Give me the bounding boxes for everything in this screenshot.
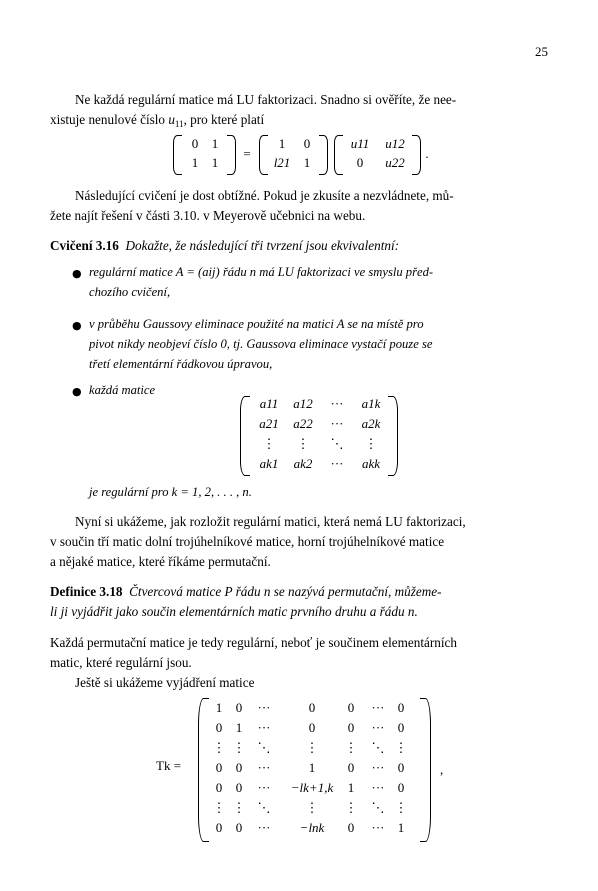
tk-cell: ··· — [257, 820, 271, 835]
matrix-a-cell: 1 — [191, 155, 199, 170]
tk-cell: 1 — [308, 760, 316, 775]
tk-cell: ··· — [371, 760, 385, 775]
tk-cell: ⋱ — [371, 800, 385, 815]
tk-cell: 0 — [215, 760, 223, 775]
bullet-3-after: je regulární pro k = 1, 2, . . . , n. — [89, 485, 252, 499]
period: . — [425, 146, 429, 161]
equals-sign: = — [243, 146, 251, 161]
paragraph-2-line-2: žete najít řešení v části 3.10. v Meyerově učebnici na webu. — [50, 208, 366, 223]
tk-cell: ··· — [371, 700, 385, 715]
paragraph-1-line-2 — [50, 110, 548, 130]
exercise-label: Cvičení 3.16 — [50, 238, 119, 253]
bullet-icon: ● — [72, 267, 82, 280]
matrix-l-cell: 1 — [278, 136, 286, 151]
right-paren — [227, 135, 236, 175]
matrix-a-cell: 1 — [211, 136, 219, 151]
tk-cell: ··· — [371, 820, 385, 835]
bullet-1-line-2: chozího cvičení, — [89, 285, 171, 299]
tk-cell: 1 — [397, 820, 405, 835]
right-paren — [388, 396, 398, 476]
tk-matrix — [196, 696, 436, 846]
paragraph-3-line-1: Nyní si ukážeme, jak rozložit regulární matici, která nemá LU faktorizaci, — [75, 514, 466, 529]
tk-cell: 0 — [235, 760, 243, 775]
left-paren — [259, 135, 268, 175]
paragraph-4-line-2: matic, které regulární jsou. — [50, 655, 192, 670]
tk-cell: ⋮ — [212, 800, 226, 815]
tk-cell: ⋮ — [232, 800, 246, 815]
matrix-u-cell: u22 — [385, 155, 405, 170]
submatrix-cell: ⋱ — [330, 436, 344, 451]
submatrix-cell: ··· — [330, 416, 344, 431]
tk-cell: ⋮ — [394, 800, 408, 815]
definition-text-1: Čtvercová matice P řádu n se nazývá permutační, můžeme- — [129, 584, 442, 599]
tk-cell: ⋱ — [257, 740, 271, 755]
page-number: 25 — [535, 44, 548, 59]
right-paren — [412, 135, 421, 175]
equation-lu-counterexample — [0, 132, 598, 178]
bullet-3-line-1: každá matice — [89, 383, 156, 397]
tk-cell: 0 — [215, 820, 223, 835]
tk-cell: ⋮ — [232, 740, 246, 755]
submatrix-cell: ⋮ — [262, 436, 276, 451]
tk-cell: 1 — [215, 700, 223, 715]
tk-cell: 0 — [347, 820, 355, 835]
matrix-u-cell: 0 — [356, 155, 364, 170]
tk-label: Tk = — [156, 758, 182, 773]
tk-cell: −lk+1,k — [290, 780, 334, 795]
tk-cell: ··· — [257, 780, 271, 795]
submatrix-cell: a2k — [361, 416, 381, 431]
submatrix-cell: ak1 — [259, 456, 279, 471]
definition-label: Definice 3.18 — [50, 584, 123, 599]
tk-cell: ⋮ — [394, 740, 408, 755]
variable-u: u — [168, 112, 175, 127]
tk-cell: 0 — [347, 700, 355, 715]
text-fragment: , pro které platí — [183, 112, 265, 127]
tk-cell: ··· — [257, 700, 271, 715]
matrix-u-cell: u12 — [385, 136, 405, 151]
right-paren — [319, 135, 328, 175]
tk-cell: 0 — [308, 700, 316, 715]
paragraph-2-line-1: Následující cvičení je dost obtížné. Pokud je zkusíte a nezvládnete, mů- — [75, 188, 454, 203]
left-paren — [334, 135, 343, 175]
submatrix-cell: ak2 — [293, 456, 313, 471]
paragraph-1-line-1: Ne každá regulární matice má LU faktorizaci. Snadno si ověříte, že nee- — [75, 92, 457, 107]
comma: , — [440, 762, 444, 777]
tk-cell: ··· — [371, 780, 385, 795]
submatrix-cell: akk — [361, 456, 381, 471]
tk-cell: ··· — [371, 720, 385, 735]
right-paren — [420, 698, 431, 842]
bullet-icon: ● — [72, 385, 82, 398]
submatrix-cell: ⋮ — [364, 436, 378, 451]
matrix-l-cell: 1 — [303, 155, 311, 170]
tk-cell: 0 — [215, 780, 223, 795]
bullet-icon: ● — [72, 319, 82, 332]
definition-line-2: li ji vyjádřit jako součin elementárních matic prvního druhu a řádu n. — [50, 604, 418, 619]
tk-cell: ⋮ — [344, 800, 358, 815]
submatrix-cell: a11 — [259, 396, 279, 411]
tk-cell: 0 — [397, 700, 405, 715]
exercise-heading — [50, 236, 548, 256]
matrix-u-cell: u11 — [350, 136, 370, 151]
bullet-2-line-2: pivot nikdy neobjeví číslo 0, tj. Gaussova eliminace vystačí pouze se — [89, 337, 433, 351]
matrix-l-cell: l21 — [273, 155, 291, 170]
left-paren — [240, 396, 250, 476]
tk-cell: 0 — [347, 760, 355, 775]
tk-cell: ··· — [257, 720, 271, 735]
paragraph-4-line-3: Ještě si ukážeme vyjádření matice — [75, 675, 255, 690]
tk-cell: ⋮ — [305, 740, 319, 755]
matrix-a-cell: 1 — [211, 155, 219, 170]
bullet-2-line-1: v průběhu Gaussovy eliminace použité na matici A se na místě pro — [89, 317, 424, 331]
text-fragment: xistuje nenulové číslo — [50, 112, 169, 127]
matrix-l-cell: 0 — [303, 136, 311, 151]
submatrix-cell: a22 — [293, 416, 313, 431]
tk-cell: ··· — [257, 760, 271, 775]
paragraph-3-line-2: v součin tří matic dolní trojúhelníkové matice, horní trojúhelníkové matice — [50, 534, 445, 549]
matrix-a-cell: 0 — [191, 136, 199, 151]
tk-cell: 0 — [397, 720, 405, 735]
paragraph-3-line-3: a nějaké matice, které říkáme permutační. — [50, 554, 271, 569]
submatrix-cell: ⋮ — [296, 436, 310, 451]
tk-cell: 0 — [308, 720, 316, 735]
tk-cell: ⋮ — [305, 800, 319, 815]
tk-cell: 0 — [397, 780, 405, 795]
submatrix-cell: a21 — [259, 416, 279, 431]
tk-cell: 0 — [235, 820, 243, 835]
tk-cell: 0 — [235, 700, 243, 715]
leading-submatrix — [238, 394, 402, 478]
tk-cell: 1 — [235, 720, 243, 735]
tk-cell: 0 — [397, 760, 405, 775]
tk-cell: ⋱ — [371, 740, 385, 755]
tk-cell: ⋱ — [257, 800, 271, 815]
bullet-1-line-1: regulární matice A = (aij) řádu n má LU faktorizaci ve smyslu před- — [89, 265, 434, 279]
tk-cell: 1 — [347, 780, 355, 795]
paragraph-4-line-1: Každá permutační matice je tedy regulární, neboť je součinem elementárních — [50, 635, 457, 650]
tk-cell: ⋮ — [344, 740, 358, 755]
submatrix-cell: ··· — [330, 456, 344, 471]
bullet-2-line-3: třetí elementární řádkovou úpravou, — [89, 357, 273, 371]
tk-cell: 0 — [215, 720, 223, 735]
tk-cell: ⋮ — [212, 740, 226, 755]
tk-cell: 0 — [235, 780, 243, 795]
submatrix-cell: a12 — [293, 396, 313, 411]
submatrix-cell: a1k — [361, 396, 381, 411]
tk-cell: 0 — [347, 720, 355, 735]
submatrix-cell: ··· — [330, 396, 344, 411]
left-paren — [173, 135, 182, 175]
tk-cell: −lnk — [299, 820, 325, 835]
subscript: 11 — [174, 119, 184, 129]
left-paren — [198, 698, 209, 842]
definition-line-1 — [50, 582, 548, 602]
exercise-intro: Dokažte, že následující tři tvrzení jsou ekvivalentní: — [125, 238, 400, 253]
